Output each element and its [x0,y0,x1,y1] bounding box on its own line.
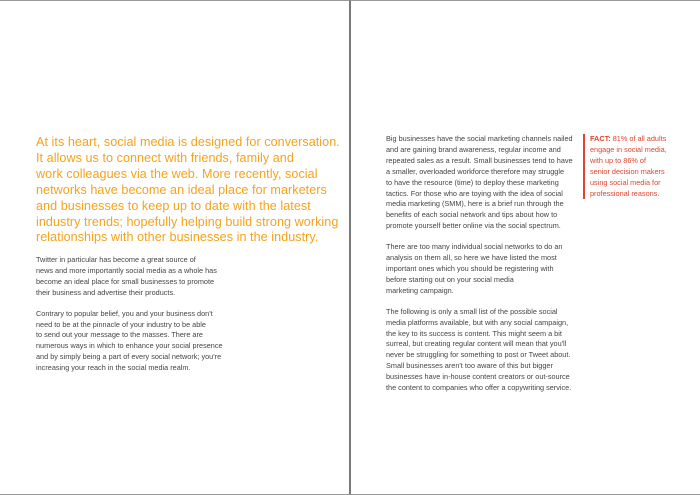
text-line: analysis on them all, so here we have listed the most [386,253,557,263]
fact-label: FACT: [590,134,611,143]
fact-callout [583,134,682,199]
text-line: their business and advertise their products. [36,287,176,297]
text-line: marketing campaign. [386,285,454,295]
intro-line: industry trends; hopefully helping build strong working [36,214,339,229]
text-line: media marketing (SMM), here is a brief run through the [386,199,564,209]
right-body-text [386,134,581,394]
text-line: become an ideal place for small businesses to promote [36,276,215,286]
right-page [350,0,700,495]
text-line: the content to companies who offer a copywriting service. [386,383,572,393]
fact-text: 81% of all adults [612,134,667,143]
text-line: The following is only a small list of the possible social [386,306,558,316]
text-line: news and more importantly social media as a whole has [36,265,217,275]
text-line: promote yourself better online via the social spectrum. [386,221,561,231]
intro-line: networks have become an ideal place for marketers [36,182,327,197]
text-line: Contrary to popular belief, you and your business don't [36,308,213,318]
text-line: the key to its success is content. This might seem a bit [386,328,562,338]
text-line: to send out your message to the masses. There are [36,330,203,340]
text-line: important ones which you should be registering with [386,263,554,273]
paragraph [386,242,581,297]
text-line: to have the resource (time) to deploy these marketing [386,177,559,187]
text-line: Small businesses aren't too aware of this but bigger [386,361,553,371]
paragraph [386,134,581,232]
text-line: There are too many individual social networks to do an [386,242,563,252]
intro-line: At its heart, social media is designed for conversation. [36,135,340,149]
fact-line: with up to 86% of [590,155,646,165]
text-line: Twitter in particular has become a great source of [36,255,196,264]
text-line: a smaller, overloaded workforce therefore may struggle [386,166,565,176]
text-line: and by simply being a part of every social network; you're [36,352,222,362]
text-line: numerous ways in which to enhance your social presence [36,341,223,351]
intro-line: It allows us to connect with friends, family and [36,150,294,165]
fact-line: senior decision makers [590,166,665,176]
text-line: never be struggling for something to post or Tweet about. [386,350,571,360]
text-line: surreal, but creating regular content will mean that you'll [386,339,567,349]
fact-line: using social media for [590,177,661,187]
text-line: need to be at the pinnacle of your industry to be able [36,319,206,329]
intro-heading [36,135,340,246]
text-line: tactics. For those who are toying with the idea of social [386,188,563,198]
fact-line: engage in social media, [590,144,667,154]
text-line: repeated sales as a result. Small businesses tend to have [386,155,573,165]
text-line: before starting out on your social media [386,274,514,284]
paragraph [36,255,276,299]
text-line: businesses have in-house content creators or out-source [386,372,570,382]
text-line: media platforms available, but with any social campaign, [386,317,569,327]
text-line: Big businesses have the social marketing channels nailed [386,134,573,143]
text-line: increasing your reach in the social media realm. [36,363,191,373]
paragraph [36,309,276,374]
left-body-text [36,255,276,374]
intro-line: relationships with other businesses in the industry. [36,230,319,245]
paragraph [386,307,581,394]
fact-first-line [590,134,682,145]
intro-line: work colleagues via the web. More recently, social [36,166,318,181]
intro-line: and businesses to keep up to date with the latest [36,198,311,213]
text-line: benefits of each social network and tips about how to [386,210,558,220]
fact-line: professional reasons. [590,188,660,198]
text-line: and are gaining brand awareness, regular income and [386,144,561,154]
